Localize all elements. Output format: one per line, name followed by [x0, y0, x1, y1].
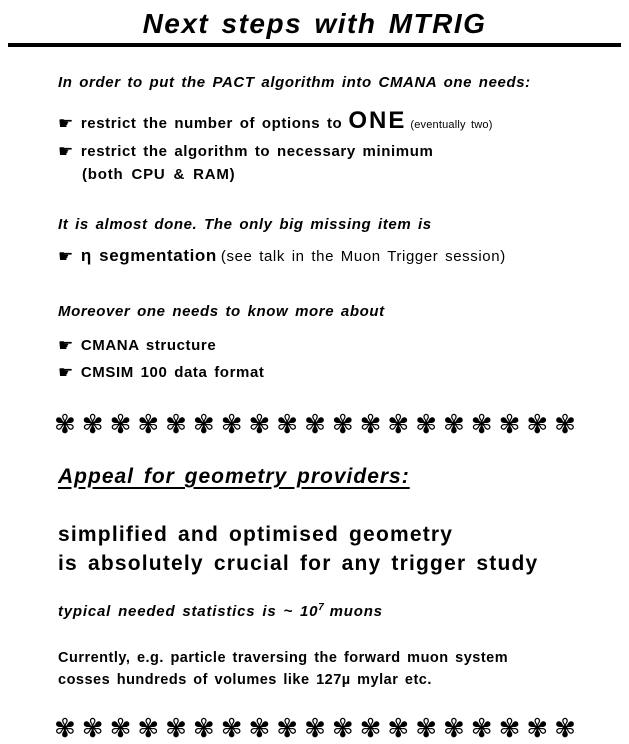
flower-divider-icon: ✾✾✾✾✾✾✾✾✾✾✾✾✾✾✾✾✾✾✾: [54, 410, 582, 440]
cpu-ram-continuation: (both CPU & RAM): [82, 166, 236, 183]
statistics-pre: typical needed statistics is ~ 10: [58, 602, 319, 620]
almost-done-text: It is almost done. The only big missing item is: [58, 216, 432, 233]
muon-trigger-session-note: (see talk in the Muon Trigger session): [220, 248, 506, 265]
geometry-statement: [58, 520, 629, 578]
page-title: Next steps with MTRIG: [142, 8, 487, 39]
statistics-text: [58, 602, 629, 620]
pointing-hand-icon: ☛: [58, 363, 74, 383]
currently-text: [58, 647, 609, 691]
pointing-hand-icon: ☛: [58, 114, 74, 134]
statement-line1: simplified and optimised geometry: [58, 522, 454, 546]
bullet-restrict-options-text: restrict the number of options to: [80, 115, 343, 132]
pointing-hand-icon: ☛: [58, 142, 74, 162]
one-emphasis: ONE: [348, 107, 407, 134]
bullet-cmana-structure: [58, 336, 609, 356]
appeal-heading: Appeal for geometry providers:: [58, 464, 410, 488]
currently-line2: cosses hundreds of volumes like 127µ mylar etc.: [58, 671, 432, 688]
intro-text: In order to put the PACT algorithm into CMANA one needs:: [58, 74, 531, 91]
bullet-restrict-algorithm-text: restrict the algorithm to necessary minimum: [80, 143, 434, 160]
currently-line1: Currently, e.g. particle traversing the forward muon system: [58, 649, 509, 666]
eta-segmentation-text: η segmentation: [80, 246, 217, 265]
bullet-restrict-options: [58, 107, 609, 135]
cmana-structure-text: CMANA structure: [80, 337, 217, 354]
cmsim-format-text: CMSIM 100 data format: [80, 364, 265, 381]
bullet-restrict-algorithm: [58, 142, 609, 162]
exponent: 7: [318, 601, 325, 613]
statistics-post: muons: [329, 602, 383, 620]
bullet-eta-segmentation: [58, 246, 609, 267]
pointing-hand-icon: ☛: [58, 247, 74, 267]
statement-line2: is absolutely crucial for any trigger study: [58, 551, 539, 575]
eventually-two-note: (eventually two): [410, 119, 493, 131]
bullet-cmsim-format: [58, 363, 609, 383]
title-underline: [8, 43, 621, 47]
pointing-hand-icon: ☛: [58, 336, 74, 356]
flower-divider-icon: ✾✾✾✾✾✾✾✾✾✾✾✾✾✾✾✾✾✾✾: [54, 713, 582, 744]
moreover-text: Moreover one needs to know more about: [58, 303, 385, 320]
